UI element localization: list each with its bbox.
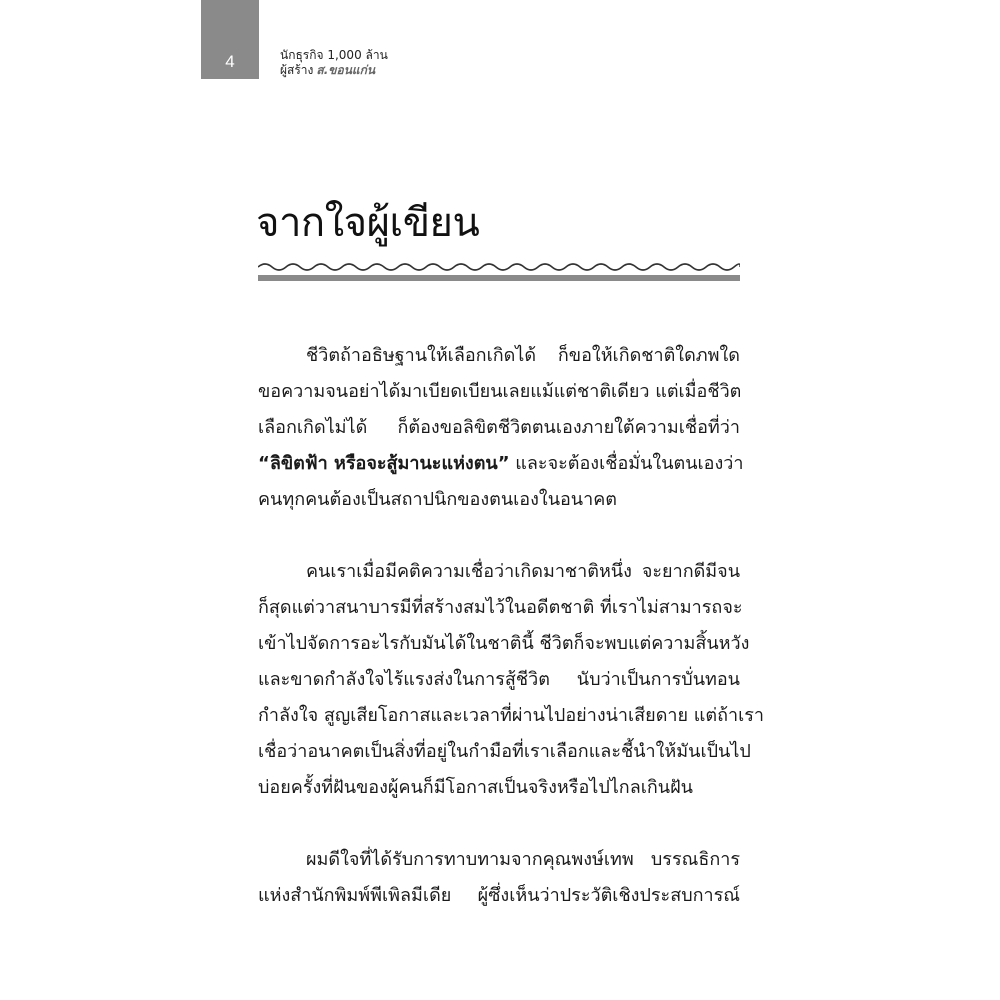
text-line: เชื่อว่าอนาคตเป็นสิ่งที่อยู่ในกำมือที่เราเลือกและชี้นำให้มันเป็นไป	[258, 741, 751, 762]
body-text	[258, 338, 765, 950]
running-head-brand: ส.ขอนแก่น	[316, 63, 376, 77]
text-line: คนทุกคนต้องเป็นสถาปนิกของตนเองในอนาคต	[258, 489, 617, 510]
paragraph-3	[258, 842, 740, 914]
text-line: เลือกเกิดไม่ได้ ก็ต้องขอลิขิตชีวิตตนเองภายใต้ความเชื่อที่ว่า	[258, 417, 740, 438]
text-line: บ่อยครั้งที่ฝันของผู้คนก็มีโอกาสเป็นจริงหรือไปไกลเกินฝัน	[258, 777, 693, 798]
text-line: ผมดีใจที่ได้รับการทาบทามจากคุณพงษ์เทพ บรรณธิการ	[306, 849, 740, 870]
title-decorative-rule	[258, 258, 740, 284]
text-line: กำลังใจ สูญเสียโอกาสและเวลาที่ผ่านไปอย่างน่าเสียดาย แต่ถ้าเรา	[258, 705, 765, 726]
text-line: ก็สุดแต่วาสนาบารมีที่สร้างสมไว้ในอดีตชาติ ที่เราไม่สามารถจะ	[258, 597, 743, 618]
chapter-title: จากใจผู้เขียน	[256, 200, 480, 246]
text-line: แห่งสำนักพิมพ์พีเพิลมีเดีย ผู้ซึ่งเห็นว่าประวัติเชิงประสบการณ์	[258, 885, 740, 906]
running-head	[280, 48, 388, 78]
text-line: และขาดกำลังใจไร้แรงส่งในการสู้ชีวิต นับว่าเป็นการบั่นทอน	[258, 669, 740, 690]
paragraph-1	[258, 338, 744, 518]
thick-rule	[258, 275, 740, 281]
wavy-line	[258, 264, 740, 270]
page-number-tab	[201, 0, 259, 79]
page-number: 4	[225, 52, 235, 71]
paragraph-2	[258, 554, 765, 806]
running-head-subtitle-prefix: ผู้สร้าง	[280, 63, 314, 77]
text-line: เข้าไปจัดการอะไรกับมันได้ในชาตินี้ ชีวิตก็จะพบแต่ความสิ้นหวัง	[258, 633, 750, 654]
running-head-title: นักธุรกิจ 1,000 ล้าน	[280, 48, 388, 62]
bold-quote: “ลิขิตฟ้า หรือจะสู้มานะแห่งตน”	[258, 453, 510, 474]
running-head-subtitle	[280, 63, 388, 78]
text-line-with-quote	[258, 446, 744, 482]
text-line: ขอความจนอย่าได้มาเบียดเบียนเลยแม้แต่ชาติเดียว แต่เมื่อชีวิต	[258, 381, 742, 402]
text-line: ชีวิตถ้าอธิษฐานให้เลือกเกิดได้ ก็ขอให้เกิดชาติใดภพใด	[306, 345, 740, 366]
quote-continuation: และจะต้องเชื่อมั่นในตนเองว่า	[509, 453, 744, 474]
text-line: คนเราเมื่อมีคติความเชื่อว่าเกิดมาชาติหนึ่ง จะยากดีมีจน	[306, 561, 740, 582]
